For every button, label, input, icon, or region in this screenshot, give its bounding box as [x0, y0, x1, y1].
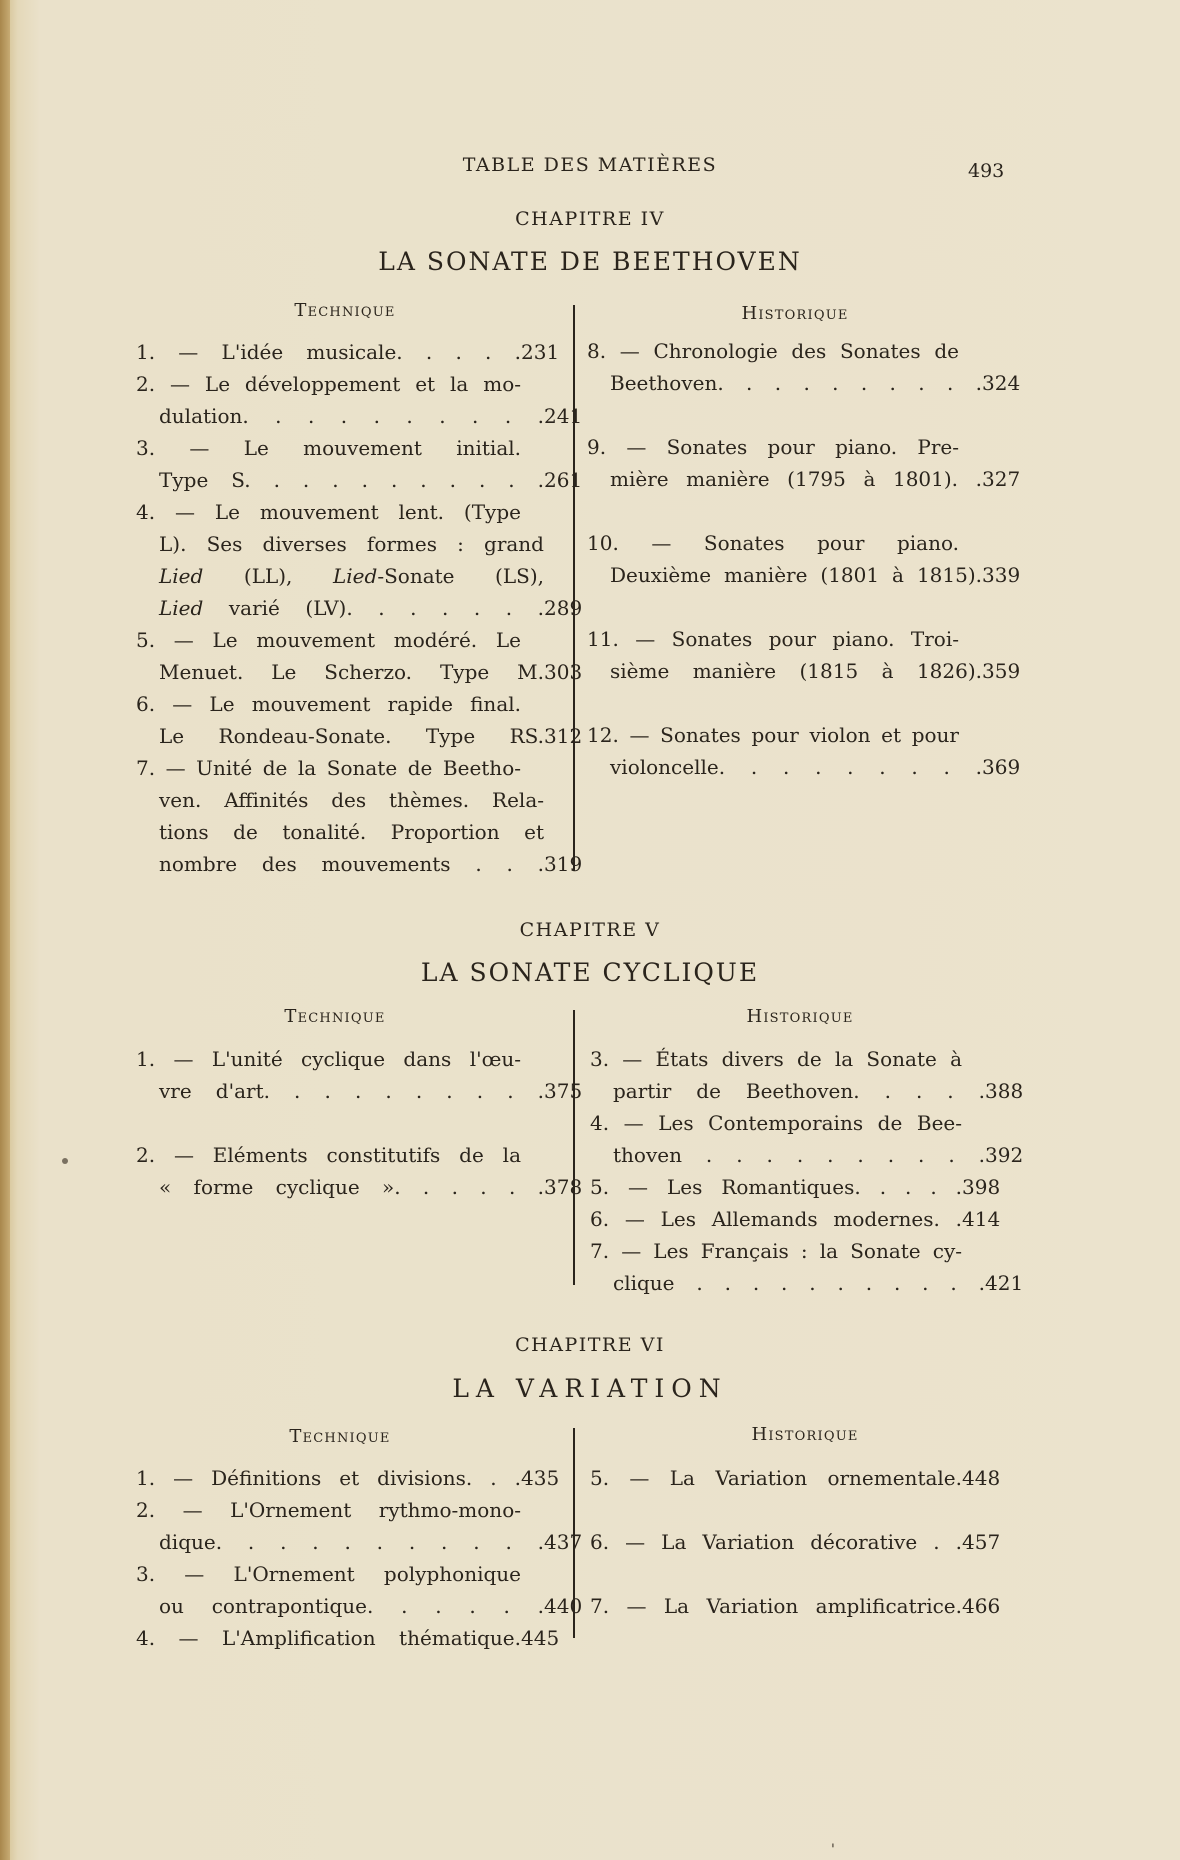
toc-entry-text: Deuxième manière (1801 à 1815).: [610, 563, 982, 587]
toc-entry-text: Le Rondeau-Sonate. Type RS.: [159, 724, 544, 748]
toc-entry-text: dique. . . . . . . . . . .: [159, 1530, 544, 1554]
toc-page-number: 448: [962, 1466, 1001, 1490]
toc-line: [590, 1139, 1024, 1171]
chapter-title: LA SONATE CYCLIQUE: [420, 958, 760, 987]
toc-entry-text: 6. — Les Allemands modernes. .: [590, 1207, 962, 1231]
toc-page-number: 375: [544, 1079, 583, 1103]
column-heading-historique: Historique: [746, 1006, 854, 1027]
column-heading-technique: Technique: [284, 1006, 386, 1027]
toc-page-number: 388: [985, 1079, 1024, 1103]
toc-entry-text: « forme cyclique ». . . . . .: [159, 1175, 544, 1199]
toc-line: [590, 1267, 1024, 1299]
toc-entry-text: 3. — L'Ornement polyphonique: [136, 1562, 521, 1586]
toc-line: [590, 1590, 1010, 1622]
chapter-label: CHAPITRE IV: [515, 208, 665, 230]
toc-entry-text: Lied (LL), Lied-Sonate (LS),: [159, 564, 544, 588]
toc-column-technique: [136, 1043, 583, 1203]
toc-page-number: 440: [544, 1594, 583, 1618]
chapter-title: LA SONATE DE BEETHOVEN: [378, 247, 802, 276]
toc-page-number: 319: [544, 852, 583, 876]
toc-entry-text: 12. — Sonates pour violon et pour: [587, 723, 959, 747]
toc-entry-text: thoven . . . . . . . . . .: [613, 1143, 985, 1167]
toc-line: [136, 464, 583, 496]
toc-page-number: 457: [962, 1530, 1001, 1554]
toc-line: [587, 623, 1007, 655]
toc-entry-text: 6. — Le mouvement rapide final.: [136, 692, 521, 716]
toc-line: [136, 1558, 561, 1590]
toc-page-number: 324: [982, 371, 1021, 395]
toc-page-number: 435: [521, 1466, 560, 1490]
toc-line: [587, 751, 1021, 783]
toc-entry-text: 4. — Le mouvement lent. (Type: [136, 500, 521, 524]
column-heading-technique: Technique: [294, 300, 396, 321]
page-number: 493: [968, 160, 1005, 182]
toc-line: [587, 335, 1007, 367]
toc-line: [587, 463, 1021, 495]
toc-entry-text: Type S. . . . . . . . . . .: [159, 468, 544, 492]
toc-line: [587, 719, 1007, 751]
toc-page-number: 414: [962, 1207, 1001, 1231]
toc-entry-text: 3. — Le mouvement initial.: [136, 436, 521, 460]
toc-line: [590, 1107, 1010, 1139]
toc-line: [136, 1462, 561, 1494]
toc-line: [590, 1171, 1010, 1203]
chapter-label: CHAPITRE VI: [515, 1334, 665, 1356]
toc-page-number: 369: [982, 755, 1021, 779]
toc-entry-text: 9. — Sonates pour piano. Pre-: [587, 435, 959, 459]
toc-page-number: 231: [521, 340, 560, 364]
toc-page-number: 437: [544, 1530, 583, 1554]
ink-mark: ': [831, 1842, 835, 1858]
toc-line: [136, 624, 561, 656]
toc-entry-text: 1. — L'unité cyclique dans l'œu-: [136, 1047, 521, 1071]
toc-page-number: 241: [544, 404, 583, 428]
toc-entry-text: Beethoven. . . . . . . . . .: [610, 371, 982, 395]
toc-line: [590, 1526, 1010, 1558]
toc-line: [587, 399, 1007, 431]
toc-line: [587, 527, 1007, 559]
toc-line: [587, 559, 1021, 591]
toc-line: [587, 495, 1007, 527]
toc-line: [590, 1462, 1010, 1494]
toc-entry-text: violoncelle. . . . . . . . .: [610, 755, 982, 779]
toc-line: [590, 1075, 1024, 1107]
running-head: TABLE DES MATIÈRES: [462, 154, 718, 176]
toc-line: [590, 1203, 1010, 1235]
toc-entry-text: vre d'art. . . . . . . . . .: [159, 1079, 544, 1103]
toc-page-number: 445: [521, 1626, 560, 1650]
toc-entry-text: 2. — Eléments constitutifs de la: [136, 1143, 521, 1167]
toc-line: [590, 1558, 1010, 1590]
toc-line: [590, 1494, 1010, 1526]
toc-page-number: 327: [982, 467, 1021, 491]
toc-line: [136, 1526, 583, 1558]
toc-line: [136, 496, 561, 528]
toc-line: [136, 656, 583, 688]
toc-line: [136, 1075, 583, 1107]
toc-line: [136, 848, 583, 880]
toc-line: [136, 784, 561, 816]
toc-page-number: 261: [544, 468, 583, 492]
column-divider: [573, 305, 575, 871]
toc-entry-text: 11. — Sonates pour piano. Troi-: [587, 627, 959, 651]
toc-line: [136, 1139, 561, 1171]
toc-entry-text: 4. — Les Contemporains de Bee-: [590, 1111, 962, 1135]
toc-page-number: 359: [982, 659, 1021, 683]
toc-line: [136, 432, 561, 464]
toc-entry-text: mière manière (1795 à 1801). .: [610, 467, 982, 491]
toc-line: [136, 1171, 583, 1203]
toc-entry-text: tions de tonalité. Proportion et: [159, 820, 544, 844]
toc-entry-text: ven. Affinités des thèmes. Rela-: [159, 788, 544, 812]
ink-speck: [62, 1158, 68, 1164]
toc-entry-text: L). Ses diverses formes : grand: [159, 532, 544, 556]
toc-entry-text: 5. — La Variation ornementale.: [590, 1466, 962, 1490]
toc-column-technique: [136, 336, 583, 880]
toc-page-number: 312: [544, 724, 583, 748]
toc-entry-text: Lied varié (LV). . . . . . .: [159, 596, 544, 620]
toc-line: [587, 367, 1021, 399]
toc-line: [587, 655, 1021, 687]
toc-line: [587, 431, 1007, 463]
chapter-title: LA VARIATION: [452, 1374, 728, 1403]
toc-entry-text: partir de Beethoven. . . . .: [613, 1079, 985, 1103]
toc-entry-text: 8. — Chronologie des Sonates de: [587, 339, 959, 363]
toc-line: [136, 720, 583, 752]
toc-entry-text: 1. — Définitions et divisions. . .: [136, 1466, 521, 1490]
toc-line: [136, 336, 561, 368]
toc-column-technique: [136, 1462, 583, 1654]
toc-entry-text: Menuet. Le Scherzo. Type M.: [159, 660, 544, 684]
toc-line: [136, 1043, 561, 1075]
toc-line: [136, 1590, 583, 1622]
toc-line: [136, 752, 561, 784]
toc-line: [136, 1107, 561, 1139]
toc-entry-text: 1. — L'idée musicale. . . . .: [136, 340, 521, 364]
toc-column-historique: [587, 335, 1021, 783]
toc-line: [587, 687, 1007, 719]
toc-line: [136, 528, 561, 560]
toc-line: [136, 816, 561, 848]
toc-line: [136, 560, 561, 592]
toc-entry-text: 7. — La Variation amplificatrice.: [590, 1594, 962, 1618]
toc-entry-text: 4. — L'Amplification thématique.: [136, 1626, 521, 1650]
toc-entry-text: 7. — Les Français : la Sonate cy-: [590, 1239, 962, 1263]
chapter-label: CHAPITRE V: [519, 919, 661, 941]
toc-line: [136, 688, 561, 720]
toc-page-number: 289: [544, 596, 583, 620]
toc-page-number: 398: [962, 1175, 1001, 1199]
toc-column-historique: [590, 1043, 1024, 1299]
toc-line: [590, 1235, 1010, 1267]
toc-entry-text: sième manière (1815 à 1826).: [610, 659, 982, 683]
toc-page-number: 392: [985, 1143, 1024, 1167]
toc-line: [136, 368, 561, 400]
toc-page-number: 378: [544, 1175, 583, 1199]
toc-entry-text: 3. — États divers de la Sonate à: [590, 1047, 962, 1071]
toc-entry-text: 10. — Sonates pour piano.: [587, 531, 959, 555]
toc-page-number: 303: [544, 660, 583, 684]
toc-entry-text: nombre des mouvements . . .: [159, 852, 544, 876]
toc-entry-text: 6. — La Variation décorative . .: [590, 1530, 962, 1554]
toc-entry-text: ou contrapontique. . . . . .: [159, 1594, 544, 1618]
column-heading-historique: Historique: [751, 1424, 859, 1445]
toc-page-number: 466: [962, 1594, 1001, 1618]
toc-column-historique: [590, 1462, 1010, 1622]
column-heading-technique: Technique: [289, 1426, 391, 1447]
toc-entry-text: 5. — Le mouvement modéré. Le: [136, 628, 521, 652]
toc-entry-text: 5. — Les Romantiques. . . . .: [590, 1175, 962, 1199]
toc-line: [136, 1622, 561, 1654]
toc-entry-text: 2. — L'Ornement rythmo-mono-: [136, 1498, 521, 1522]
toc-page-number: 339: [982, 563, 1021, 587]
toc-line: [587, 591, 1007, 623]
column-divider: [573, 1010, 575, 1285]
toc-entry-text: dulation. . . . . . . . . .: [159, 404, 544, 428]
toc-line: [136, 592, 583, 624]
toc-entry-text: 7. — Unité de la Sonate de Beetho-: [136, 756, 521, 780]
toc-line: [136, 1494, 561, 1526]
column-heading-historique: Historique: [741, 303, 849, 324]
toc-line: [590, 1043, 1010, 1075]
toc-page-number: 421: [985, 1271, 1024, 1295]
toc-entry-text: 2. — Le développement et la mo-: [136, 372, 521, 396]
toc-entry-text: clique . . . . . . . . . . .: [613, 1271, 985, 1295]
toc-line: [136, 400, 583, 432]
